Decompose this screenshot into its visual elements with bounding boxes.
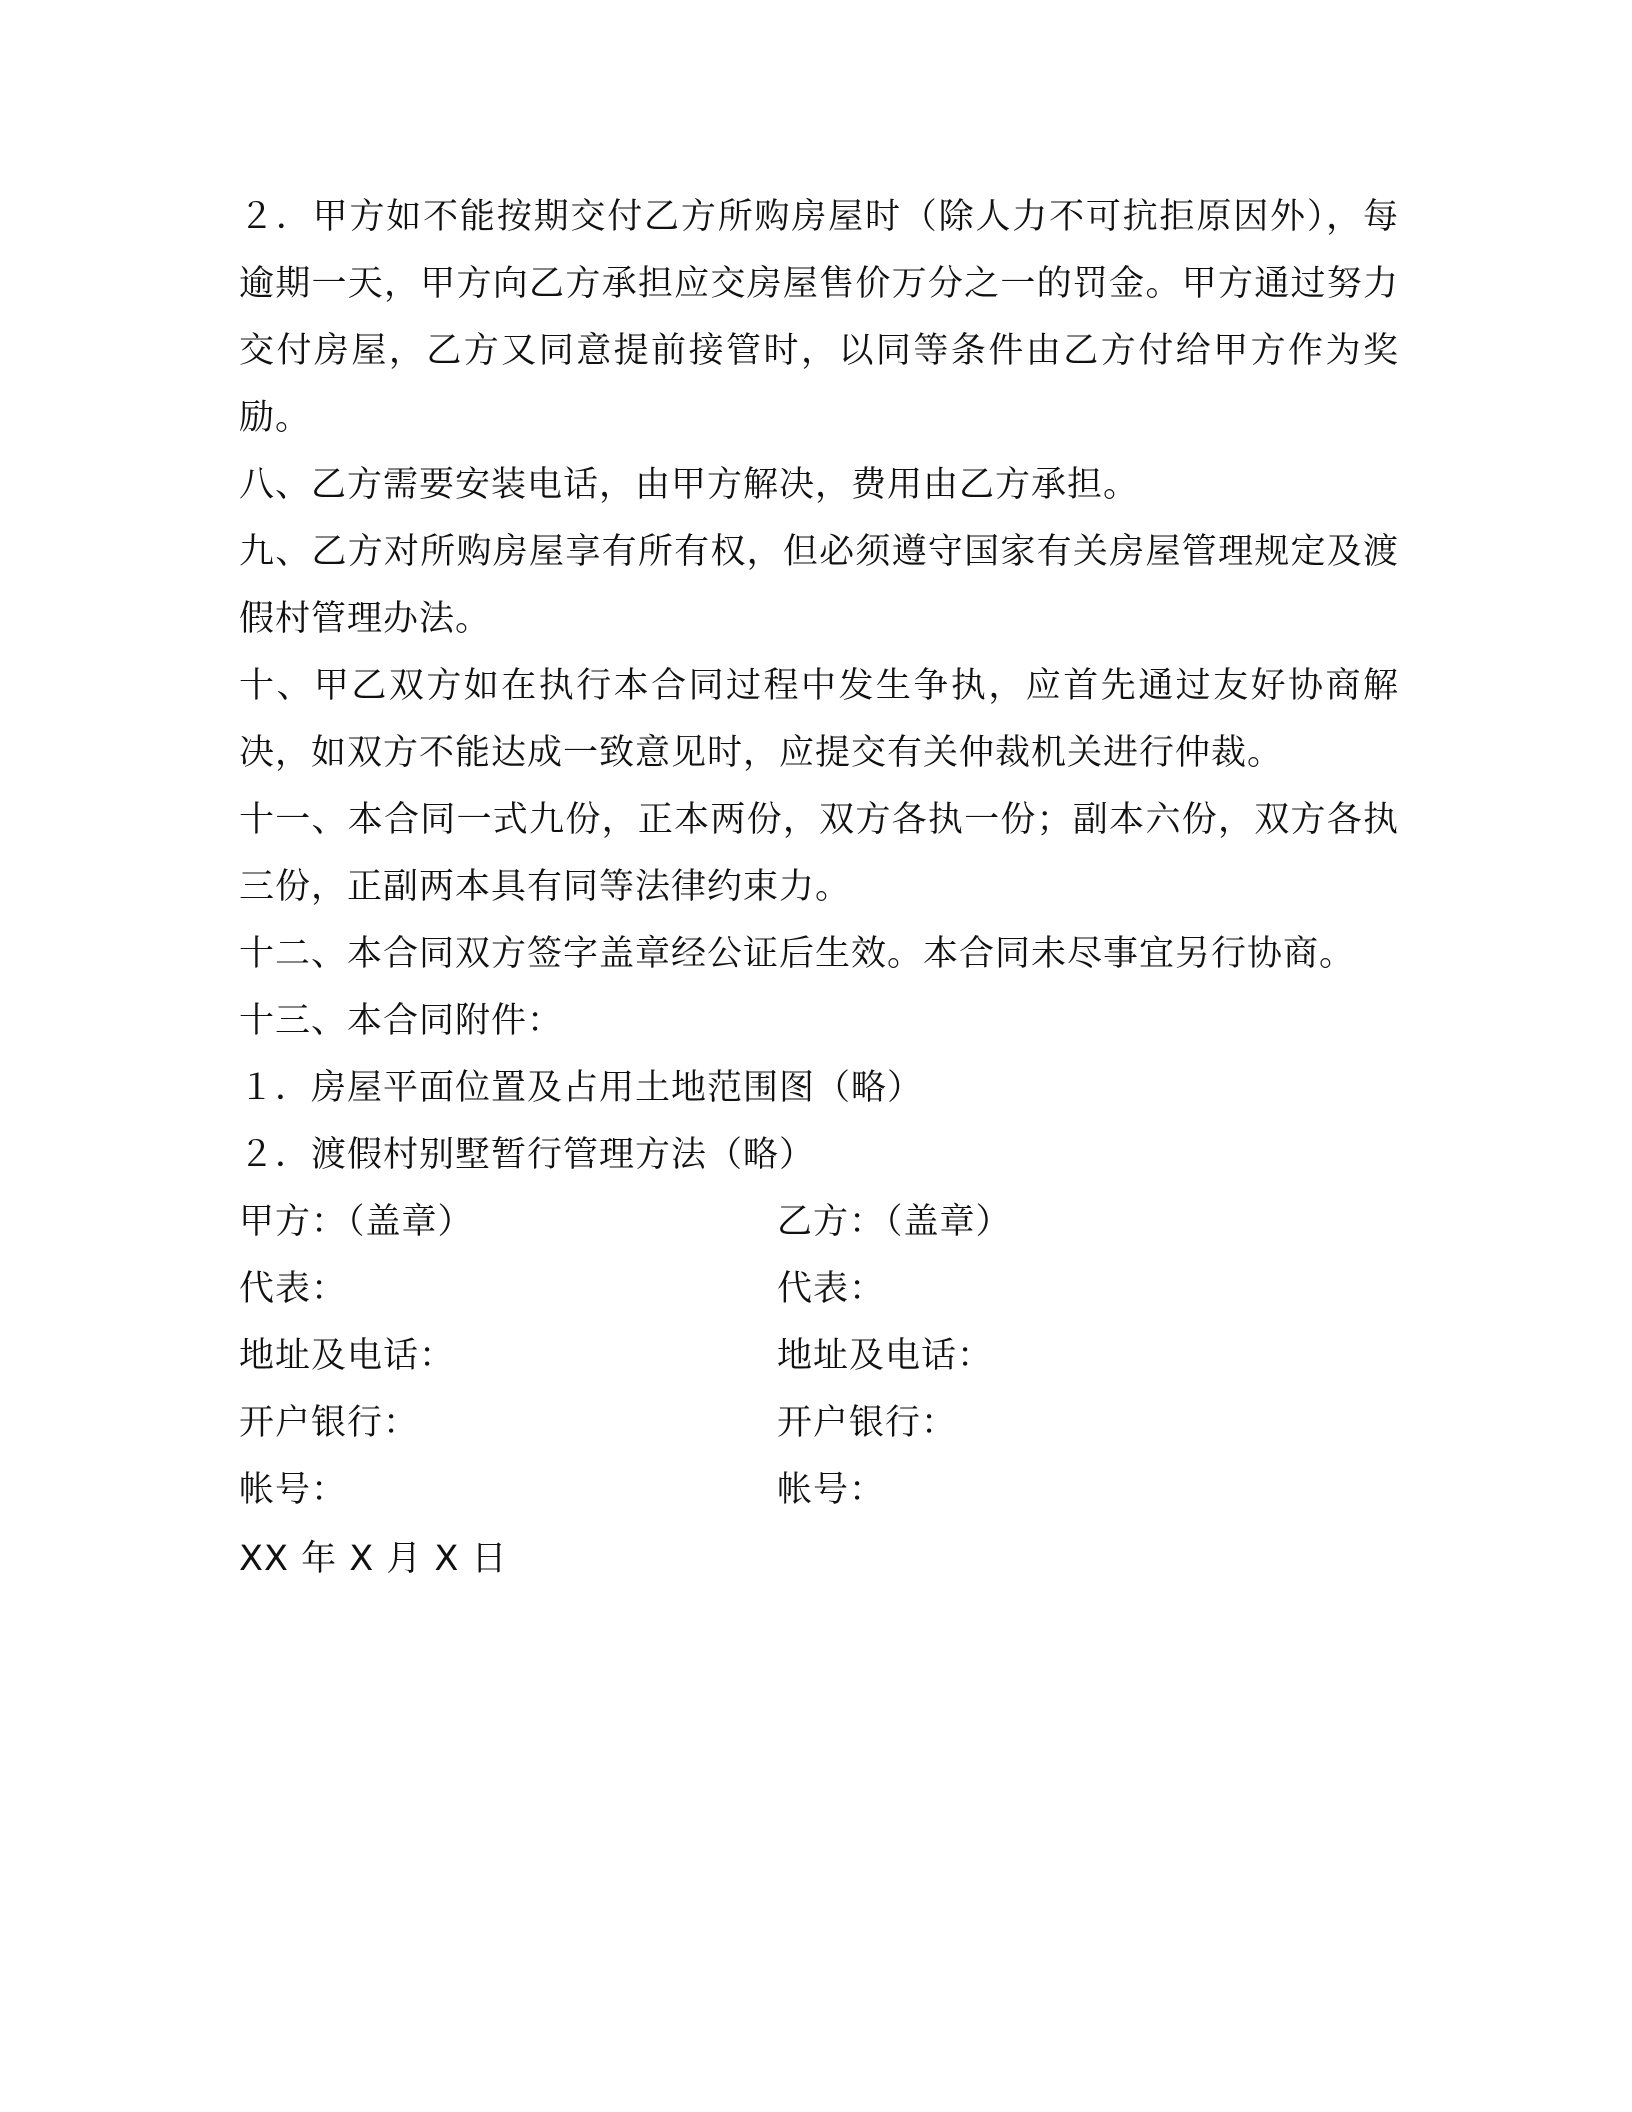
clause-12: 十二、本合同双方签字盖章经公证后生效。本合同未尽事宜另行协商。 [239,934,1356,974]
party-b-bank: 开户银行： [777,1403,958,1443]
attachment-2: ２．渡假村别墅暂行管理方法（略） [239,1135,816,1175]
party-b-seal: 乙方：（盖章） [777,1202,1012,1242]
attachment-1: １．房屋平面位置及占用土地范围图（略） [239,1068,924,1108]
party-a-address-phone: 地址及电话： [239,1336,456,1376]
party-a-seal: 甲方：（盖章） [239,1202,474,1242]
party-b-address-phone: 地址及电话： [777,1336,994,1376]
party-a-account: 帐号： [239,1470,348,1510]
signature-row-account [239,1457,1399,1524]
clause-9: 九、乙方对所购房屋享有所有权，但必须遵守国家有关房屋管理规定及渡假村管理办法。 [239,532,1399,639]
clause-13: 十三、本合同附件： [239,1001,564,1041]
signature-row-representative [239,1256,1399,1323]
clause-7-item-2: ２．甲方如不能按期交付乙方所购房屋时（除人力不可抗拒原因外），每逾期一天，甲方向乙方承担应交房屋售价万分之一的罚金。甲方通过努力交付房屋，乙方又同意提前接管时，以同等条件由乙方付给甲方作为奖励。 [239,197,1399,438]
party-a-representative: 代表： [239,1269,348,1309]
clause-11: 十一、本合同一式九份，正本两份，双方各执一份；副本六份，双方各执三份，正副两本具有同等法律约束力。 [239,800,1399,907]
clause-8: 八、乙方需要安装电话，由甲方解决，费用由乙方承担。 [239,465,1140,505]
document-body [239,184,1399,1593]
signature-row-address [239,1323,1399,1390]
signature-row-bank [239,1390,1399,1457]
clause-10: 十、甲乙双方如在执行本合同过程中发生争执，应首先通过友好协商解决，如双方不能达成一致意见时，应提交有关仲裁机关进行仲裁。 [239,666,1399,773]
party-b-account: 帐号： [777,1470,886,1510]
signing-date: XX 年 X 月 X 日 [239,1539,508,1579]
signature-block [239,1189,1399,1524]
party-b-representative: 代表： [777,1269,886,1309]
signature-row-seal [239,1189,1399,1256]
party-a-bank: 开户银行： [239,1403,420,1443]
